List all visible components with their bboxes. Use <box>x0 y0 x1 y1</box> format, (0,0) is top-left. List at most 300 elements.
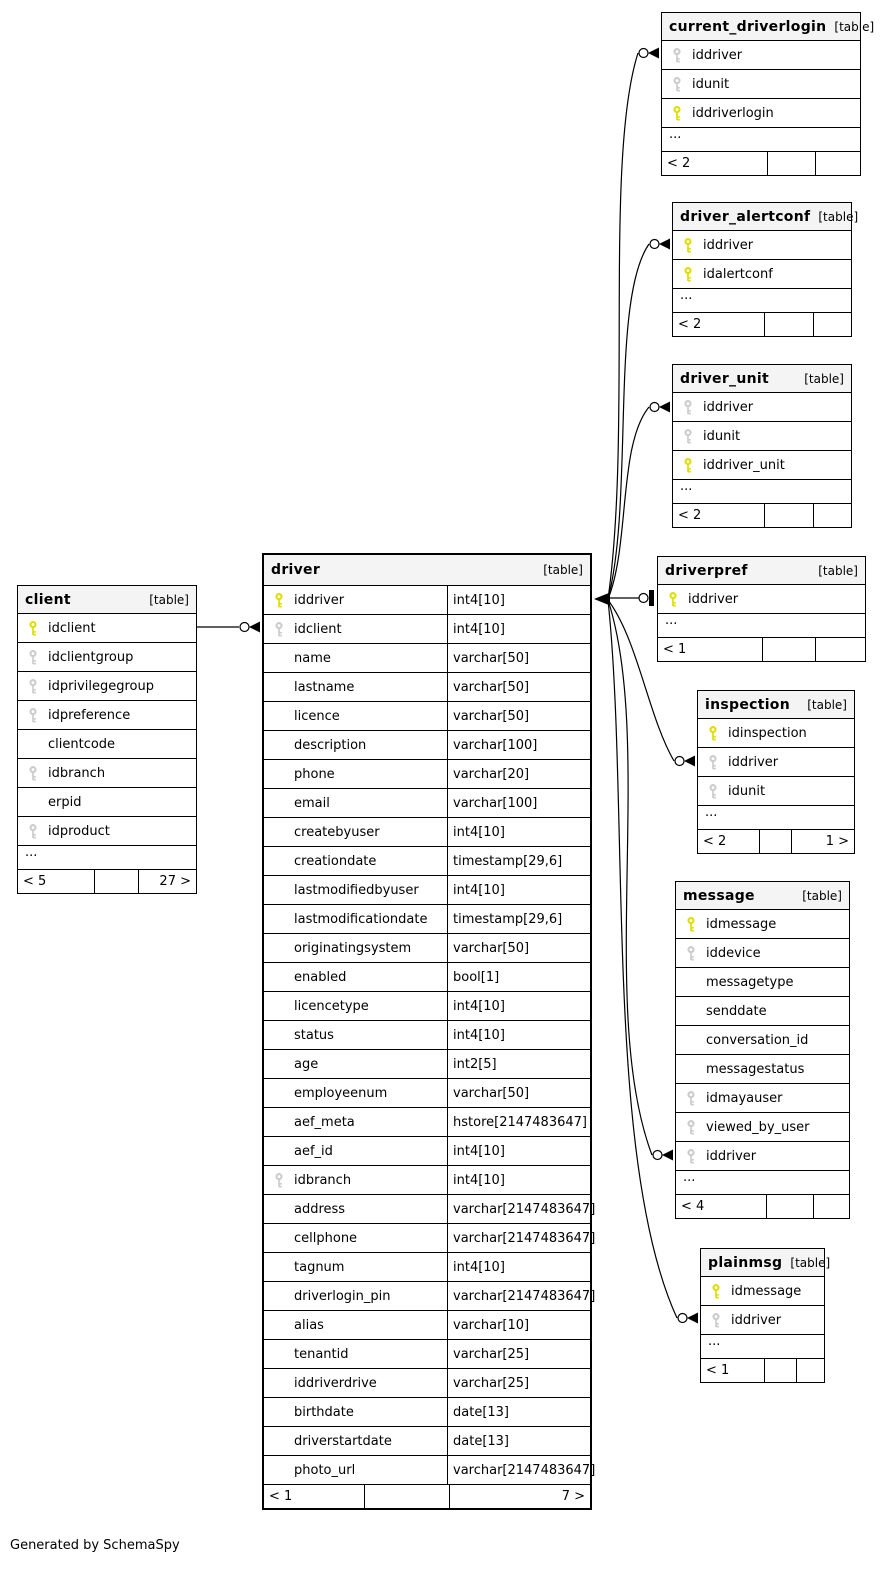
column-name: idbranch <box>294 1172 352 1188</box>
column-name: idunit <box>703 428 741 444</box>
table-name: driver <box>271 562 321 578</box>
table-type-label: [table] <box>543 563 583 577</box>
column-name: messagestatus <box>706 1061 805 1077</box>
key-slot <box>662 77 692 92</box>
table-header-inspection[interactable] <box>698 691 854 718</box>
key-slot <box>662 48 692 63</box>
column-row-enabled <box>264 962 590 991</box>
column-type: int4[10] <box>447 876 596 904</box>
key-slot <box>18 824 48 839</box>
key-slot <box>698 726 728 741</box>
column-type: varchar[25] <box>447 1340 596 1368</box>
column-row-idunit <box>698 776 854 805</box>
column-type: int4[10] <box>447 1253 596 1281</box>
column-name: iddriver <box>706 1148 757 1164</box>
column-name: iddriverlogin <box>692 105 774 121</box>
footer-parents-count: < 4 <box>681 1199 705 1214</box>
more-columns-ellipsis: ... <box>662 127 860 151</box>
column-row-clientcode <box>18 729 196 758</box>
foreign-key-icon <box>685 1149 697 1164</box>
table-type-label: [table] <box>807 697 847 712</box>
zero-or-one-circle-marker <box>653 1151 662 1160</box>
column-name: status <box>294 1027 334 1043</box>
column-name: idprivilegegroup <box>48 678 154 694</box>
column-row-driverstartdate <box>264 1426 590 1455</box>
footer-parents-count: < 1 <box>269 1489 293 1504</box>
column-name: address <box>294 1201 346 1217</box>
key-slot <box>264 1173 294 1188</box>
column-row-senddate <box>676 996 849 1025</box>
foreign-key-icon <box>685 1091 697 1106</box>
more-columns-ellipsis: ... <box>701 1334 824 1358</box>
table-header-driver[interactable] <box>264 555 590 585</box>
table-footer-driver_unit <box>673 503 851 527</box>
column-row-age <box>264 1049 590 1078</box>
column-name: tagnum <box>294 1259 345 1275</box>
column-name: idunit <box>728 783 766 799</box>
column-name: lastmodificationdate <box>294 911 428 927</box>
column-row-idmessage <box>701 1276 824 1305</box>
column-row-lastmodificationdate <box>264 904 590 933</box>
column-row-iddriver <box>701 1305 824 1334</box>
footer-parents-count: < 5 <box>23 874 47 889</box>
table-header-current_driverlogin[interactable] <box>662 13 875 40</box>
column-type: varchar[20] <box>447 760 596 788</box>
footer-children-count <box>815 152 860 175</box>
key-slot <box>676 917 706 932</box>
primary-key-icon <box>710 1284 722 1299</box>
column-name: iddriver <box>731 1312 782 1328</box>
footer-spacer-cell <box>767 152 815 175</box>
footer-spacer-cell <box>764 1359 796 1382</box>
footer-children-count: 7 > <box>449 1485 590 1508</box>
column-type: int4[10] <box>447 818 596 846</box>
column-type: int4[10] <box>447 1166 596 1194</box>
column-type: int2[5] <box>447 1050 596 1078</box>
column-name: phone <box>294 766 335 782</box>
column-name: erpid <box>48 794 82 810</box>
column-row-iddriver <box>662 40 860 69</box>
foreign-key-icon <box>273 622 285 637</box>
primary-key-icon <box>682 267 694 282</box>
table-name: client <box>25 591 71 608</box>
table-type-label: [table] <box>790 1255 831 1270</box>
column-row-licence <box>264 701 590 730</box>
key-slot <box>698 784 728 799</box>
column-row-idprivilegegroup <box>18 671 196 700</box>
primary-key-icon <box>273 593 285 608</box>
table-name: message <box>683 887 755 904</box>
table-client <box>17 585 197 894</box>
more-columns-ellipsis: ... <box>658 613 865 637</box>
table-footer-inspection <box>698 829 854 853</box>
column-name: idalertconf <box>703 266 773 282</box>
table-header-driver_alertconf[interactable] <box>673 203 859 230</box>
zero-or-one-circle-marker <box>650 403 659 412</box>
column-name: creationdate <box>294 853 377 869</box>
column-type: varchar[50] <box>447 644 596 672</box>
column-type: int4[10] <box>447 1137 596 1165</box>
key-slot <box>676 1091 706 1106</box>
footer-spacer-cell <box>364 1485 449 1508</box>
column-name: lastname <box>294 679 355 695</box>
key-slot <box>18 621 48 636</box>
foreign-key-icon <box>27 650 39 665</box>
column-name: licence <box>294 708 340 724</box>
key-slot <box>18 766 48 781</box>
column-row-idbranch <box>18 758 196 787</box>
column-name: driverlogin_pin <box>294 1288 391 1304</box>
column-row-idclient <box>18 613 196 642</box>
column-row-tenantid <box>264 1339 590 1368</box>
column-name: photo_url <box>294 1462 356 1478</box>
column-row-description <box>264 730 590 759</box>
zero-or-one-circle-marker <box>675 757 684 766</box>
column-name: senddate <box>706 1003 767 1019</box>
column-name: iddriver <box>728 754 779 770</box>
footer-parents-count: < 2 <box>703 834 727 849</box>
column-row-idunit <box>673 421 851 450</box>
footer-spacer-cell <box>764 504 813 527</box>
column-row-idunit <box>662 69 860 98</box>
table-header-client[interactable] <box>18 586 196 613</box>
column-row-cellphone <box>264 1223 596 1252</box>
column-type: int4[10] <box>447 1021 596 1049</box>
column-row-iddriverlogin <box>662 98 860 127</box>
column-type: varchar[50] <box>447 934 596 962</box>
column-row-status <box>264 1020 590 1049</box>
column-row-name <box>264 643 590 672</box>
primary-key-icon <box>682 458 694 473</box>
primary-key-icon <box>671 106 683 121</box>
column-row-erpid <box>18 787 196 816</box>
column-row-lastname <box>264 672 590 701</box>
key-slot <box>673 400 703 415</box>
primary-key-icon <box>685 917 697 932</box>
column-type: varchar[50] <box>447 673 596 701</box>
column-row-iddriver <box>658 584 865 613</box>
table-driver_unit <box>672 364 852 528</box>
foreign-key-icon <box>707 755 719 770</box>
column-name: clientcode <box>48 736 116 752</box>
zero-or-one-circle-marker <box>639 594 648 603</box>
column-name: idclient <box>294 621 342 637</box>
column-name: description <box>294 737 367 753</box>
key-slot <box>701 1313 731 1328</box>
foreign-key-icon <box>710 1313 722 1328</box>
primary-key-icon <box>27 621 39 636</box>
column-name: iddriver <box>688 591 739 607</box>
fan-origin-arrowhead <box>594 593 610 606</box>
table-plainmsg <box>700 1248 831 1383</box>
column-row-originatingsystem <box>264 933 590 962</box>
table-type-label: [table] <box>818 563 858 578</box>
table-name: plainmsg <box>708 1254 783 1271</box>
column-row-alias <box>264 1310 590 1339</box>
table-footer-message <box>676 1194 849 1218</box>
foreign-key-icon <box>27 824 39 839</box>
key-slot <box>264 622 294 637</box>
column-type: bool[1] <box>447 963 596 991</box>
column-type: varchar[50] <box>447 702 596 730</box>
foreign-key-icon <box>27 766 39 781</box>
column-row-idmayauser <box>676 1083 849 1112</box>
generator-credit: Generated by SchemaSpy <box>10 1538 180 1553</box>
column-row-iddevice <box>676 938 849 967</box>
foreign-key-icon <box>682 429 694 444</box>
more-columns-ellipsis: ... <box>673 288 851 312</box>
zero-or-one-circle-marker <box>240 623 249 632</box>
column-type: int4[10] <box>447 615 596 643</box>
table-name: driverpref <box>665 562 748 579</box>
column-name: idclientgroup <box>48 649 134 665</box>
column-name: enabled <box>294 969 347 985</box>
foreign-key-icon <box>682 400 694 415</box>
arrowhead-marker <box>648 48 659 59</box>
column-row-driverlogin_pin <box>264 1281 596 1310</box>
key-slot <box>701 1284 731 1299</box>
column-name: iddriverdrive <box>294 1375 377 1391</box>
column-name: licencetype <box>294 998 369 1014</box>
column-type: hstore[2147483647] <box>447 1108 596 1136</box>
column-row-phone <box>264 759 590 788</box>
footer-children-count: 1 > <box>791 830 854 853</box>
foreign-key-icon <box>671 77 683 92</box>
column-name: iddriver <box>692 47 743 63</box>
foreign-key-icon <box>685 946 697 961</box>
column-row-birthdate <box>264 1397 590 1426</box>
column-name: employeenum <box>294 1085 388 1101</box>
column-type: varchar[100] <box>447 789 596 817</box>
column-name: idmayauser <box>706 1090 783 1106</box>
key-slot <box>658 592 688 607</box>
column-name: birthdate <box>294 1404 354 1420</box>
footer-parents-count: < 2 <box>678 317 702 332</box>
column-type: varchar[100] <box>447 731 596 759</box>
primary-key-icon <box>682 238 694 253</box>
column-row-iddriverdrive <box>264 1368 590 1397</box>
footer-children-count <box>815 638 865 661</box>
column-name: createbyuser <box>294 824 380 840</box>
column-name: idunit <box>692 76 730 92</box>
column-name: iddevice <box>706 945 761 961</box>
table-driverpref <box>657 556 866 662</box>
column-name: driverstartdate <box>294 1433 392 1449</box>
table-type-label: [table] <box>149 592 189 607</box>
column-row-iddriver <box>673 392 851 421</box>
column-name: cellphone <box>294 1230 358 1246</box>
column-type: varchar[2147483647] <box>447 1195 596 1223</box>
footer-spacer-cell <box>762 638 815 661</box>
column-name: alias <box>294 1317 324 1333</box>
table-type-label: [table] <box>802 888 842 903</box>
table-current_driverlogin <box>661 12 875 176</box>
column-name: messagetype <box>706 974 794 990</box>
table-header-plainmsg[interactable] <box>701 1249 831 1276</box>
arrowhead-marker <box>659 402 670 413</box>
column-row-idinspection <box>698 718 854 747</box>
footer-parents-count: < 2 <box>667 156 691 171</box>
column-type: int4[10] <box>447 992 596 1020</box>
one-tee-marker <box>649 590 654 606</box>
foreign-key-icon <box>273 1173 285 1188</box>
key-slot <box>264 593 294 608</box>
table-header-driverpref[interactable] <box>658 557 865 584</box>
column-name: idclient <box>48 620 96 636</box>
column-type: varchar[2147483647] <box>447 1224 596 1252</box>
column-name: lastmodifiedbyuser <box>294 882 419 898</box>
column-row-iddriver_unit <box>673 450 851 479</box>
column-name: idinspection <box>728 725 807 741</box>
column-type: timestamp[29,6] <box>447 905 596 933</box>
column-type: timestamp[29,6] <box>447 847 596 875</box>
footer-spacer-cell <box>759 830 791 853</box>
more-columns-ellipsis: ... <box>18 845 196 869</box>
footer-parents-count: < 1 <box>706 1363 730 1378</box>
footer-children-count <box>813 1195 849 1218</box>
key-slot <box>676 1149 706 1164</box>
column-row-idclient <box>264 614 590 643</box>
table-type-label: [table] <box>804 371 844 386</box>
table-name: driver_alertconf <box>680 208 811 225</box>
more-columns-ellipsis: ... <box>676 1170 849 1194</box>
key-slot <box>18 708 48 723</box>
table-footer-client <box>18 869 196 893</box>
arrowhead-marker <box>659 239 670 250</box>
column-name: viewed_by_user <box>706 1119 810 1135</box>
column-name: idmessage <box>706 916 777 932</box>
footer-parents-count: < 2 <box>678 508 702 523</box>
column-row-idclientgroup <box>18 642 196 671</box>
column-name: idbranch <box>48 765 106 781</box>
column-row-conversation_id <box>676 1025 849 1054</box>
arrowhead-marker <box>662 1150 673 1161</box>
footer-spacer-cell <box>766 1195 813 1218</box>
table-driver_alertconf <box>672 202 859 337</box>
more-columns-ellipsis: ... <box>698 805 854 829</box>
table-type-label: [table] <box>818 209 859 224</box>
arrowhead-marker <box>687 1313 698 1324</box>
footer-spacer-cell <box>94 870 138 893</box>
footer-children-count: 27 > <box>138 870 196 893</box>
more-columns-ellipsis: ... <box>673 479 851 503</box>
column-row-lastmodifiedbyuser <box>264 875 590 904</box>
table-driver <box>262 553 596 1510</box>
key-slot <box>673 458 703 473</box>
column-row-idalertconf <box>673 259 851 288</box>
table-footer-driver_alertconf <box>673 312 851 336</box>
column-name: iddriver <box>703 237 754 253</box>
column-type: date[13] <box>447 1427 596 1455</box>
key-slot <box>18 679 48 694</box>
column-row-idmessage <box>676 909 849 938</box>
column-row-viewed_by_user <box>676 1112 849 1141</box>
primary-key-icon <box>667 592 679 607</box>
foreign-key-icon <box>27 708 39 723</box>
foreign-key-icon <box>27 679 39 694</box>
table-header-message[interactable] <box>676 882 849 909</box>
column-name: idpreference <box>48 707 131 723</box>
column-type: varchar[2147483647] <box>447 1282 596 1310</box>
column-type: date[13] <box>447 1398 596 1426</box>
column-row-employeenum <box>264 1078 590 1107</box>
column-name: aef_id <box>294 1143 333 1159</box>
key-slot <box>662 106 692 121</box>
footer-children-count <box>813 313 851 336</box>
key-slot <box>673 238 703 253</box>
column-type: varchar[10] <box>447 1311 596 1339</box>
key-slot <box>676 946 706 961</box>
zero-or-one-circle-marker <box>678 1314 687 1323</box>
column-name: idproduct <box>48 823 110 839</box>
footer-spacer-cell <box>764 313 813 336</box>
table-header-driver_unit[interactable] <box>673 365 851 392</box>
column-name: tenantid <box>294 1346 349 1362</box>
column-name: iddriver_unit <box>703 457 785 473</box>
table-type-label: [table] <box>834 19 875 34</box>
column-row-creationdate <box>264 846 590 875</box>
zero-or-one-circle-marker <box>639 49 648 58</box>
table-footer-driverpref <box>658 637 865 661</box>
table-name: driver_unit <box>680 370 769 387</box>
arrowhead-marker <box>249 622 260 633</box>
key-slot <box>676 1120 706 1135</box>
footer-children-count <box>796 1359 824 1382</box>
column-row-idbranch <box>264 1165 590 1194</box>
column-row-createbyuser <box>264 817 590 846</box>
key-slot <box>18 650 48 665</box>
column-name: age <box>294 1056 319 1072</box>
column-name: idmessage <box>731 1283 802 1299</box>
column-row-iddriver <box>673 230 851 259</box>
table-message <box>675 881 850 1219</box>
column-row-iddriver <box>676 1141 849 1170</box>
column-row-aef_id <box>264 1136 590 1165</box>
footer-children-count <box>813 504 851 527</box>
key-slot <box>673 267 703 282</box>
column-type: varchar[50] <box>447 1079 596 1107</box>
column-type: varchar[25] <box>447 1369 596 1397</box>
column-row-messagetype <box>676 967 849 996</box>
table-footer-plainmsg <box>701 1358 824 1382</box>
column-type: varchar[2147483647] <box>447 1456 596 1484</box>
key-slot <box>673 429 703 444</box>
column-row-aef_meta <box>264 1107 590 1136</box>
footer-parents-count: < 1 <box>663 642 687 657</box>
column-name: originatingsystem <box>294 940 412 956</box>
column-row-tagnum <box>264 1252 590 1281</box>
column-row-idpreference <box>18 700 196 729</box>
table-name: current_driverlogin <box>669 18 827 35</box>
table-footer-driver <box>264 1484 590 1508</box>
column-name: conversation_id <box>706 1032 809 1048</box>
foreign-key-icon <box>685 1120 697 1135</box>
table-inspection <box>697 690 855 854</box>
column-row-iddriver <box>264 585 590 614</box>
column-name: email <box>294 795 330 811</box>
column-row-photo_url <box>264 1455 596 1484</box>
column-row-email <box>264 788 590 817</box>
relationship-edge-plainmsg <box>608 600 677 1318</box>
foreign-key-icon <box>707 784 719 799</box>
primary-key-icon <box>707 726 719 741</box>
column-row-iddriver <box>698 747 854 776</box>
column-type: int4[10] <box>447 586 596 614</box>
column-row-licencetype <box>264 991 590 1020</box>
arrowhead-marker <box>684 756 695 767</box>
column-row-idproduct <box>18 816 196 845</box>
column-name: iddriver <box>703 399 754 415</box>
